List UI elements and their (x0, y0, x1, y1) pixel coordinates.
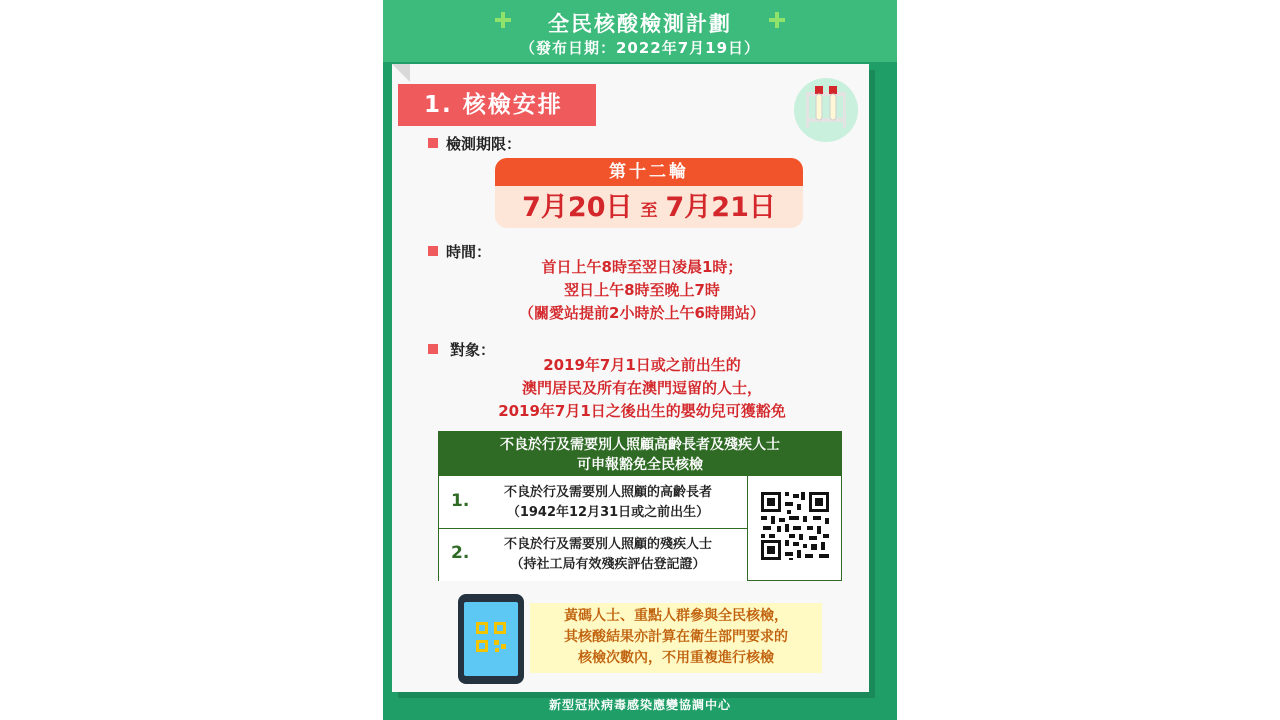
time-label: 時間： (446, 243, 492, 261)
footer-org: 新型冠狀病毒感染應變協調中心 (548, 698, 731, 712)
qr-code-icon[interactable] (759, 490, 831, 562)
to-word: 至 (640, 201, 658, 221)
row-line: （1942年12月31日或之前出生） (506, 505, 710, 520)
content-card (392, 64, 869, 692)
note-box (530, 603, 822, 673)
column-divider (747, 476, 748, 581)
target-line: 2019年7月1日或之前出生的 (543, 356, 741, 374)
table-header-line: 可申報豁免全民核檢 (577, 457, 703, 473)
exemption-table (438, 431, 842, 581)
row-text (469, 483, 747, 523)
row-line: 不良於行及需要別人照顧的高齡長者 (503, 485, 712, 500)
start-date: 7月20日 (522, 192, 633, 223)
note-line: 黃碼人士、重點人群參與全民核檢， (564, 608, 788, 624)
row-number: 1. (451, 491, 470, 511)
time-line: （關愛站提前2小時於上午6時開站） (519, 304, 765, 322)
target-line: 2019年7月1日之後出生的嬰幼兒可獲豁免 (498, 402, 786, 420)
row-line: （持社工局有效殘疾評估登記證） (510, 557, 706, 572)
time-line: 首日上午8時至翌日凌晨1時； (541, 258, 743, 276)
row-text (469, 535, 747, 575)
target-label: 對象： (450, 341, 496, 359)
table-row (439, 529, 747, 581)
target-line: 澳門居民及所有在澳門逗留的人士， (521, 379, 762, 397)
table-row (439, 477, 747, 529)
note-text (530, 606, 822, 669)
page-fold (392, 64, 410, 82)
time-line: 翌日上午8時至晚上7時 (564, 281, 720, 299)
end-date: 7月21日 (665, 192, 776, 223)
plus-icon (769, 12, 785, 28)
round-box (495, 158, 803, 228)
table-header-line: 不良於行及需要別人照顧高齡長者及殘疾人士 (500, 437, 780, 453)
time-lines (452, 256, 832, 325)
bullet-icon (428, 246, 438, 256)
target-lines (432, 354, 852, 423)
note-line: 核檢次數內，不用重複進行核檢 (578, 650, 774, 666)
note-line: 其核酸結果亦計算在衛生部門要求的 (564, 629, 788, 645)
row-line: 不良於行及需要別人照顧的殘疾人士 (503, 537, 712, 552)
section-tag: 1. 核檢安排 (398, 84, 596, 126)
page-title: 全民核酸檢測計劃 (548, 12, 732, 36)
round-title: 第十二輪 (495, 158, 803, 186)
bullet-icon (428, 344, 438, 354)
phone-qr-icon (458, 594, 524, 684)
phone-screen (464, 602, 518, 676)
publish-date: （發布日期：2022年7月19日） (519, 39, 761, 57)
table-header (439, 432, 841, 476)
round-dates (495, 188, 803, 228)
header (383, 0, 897, 62)
row-number: 2. (451, 543, 470, 563)
poster (383, 0, 897, 720)
bullet-icon (428, 138, 438, 148)
period-label: 檢測期限： (446, 135, 522, 153)
test-tube-icon (794, 78, 858, 142)
